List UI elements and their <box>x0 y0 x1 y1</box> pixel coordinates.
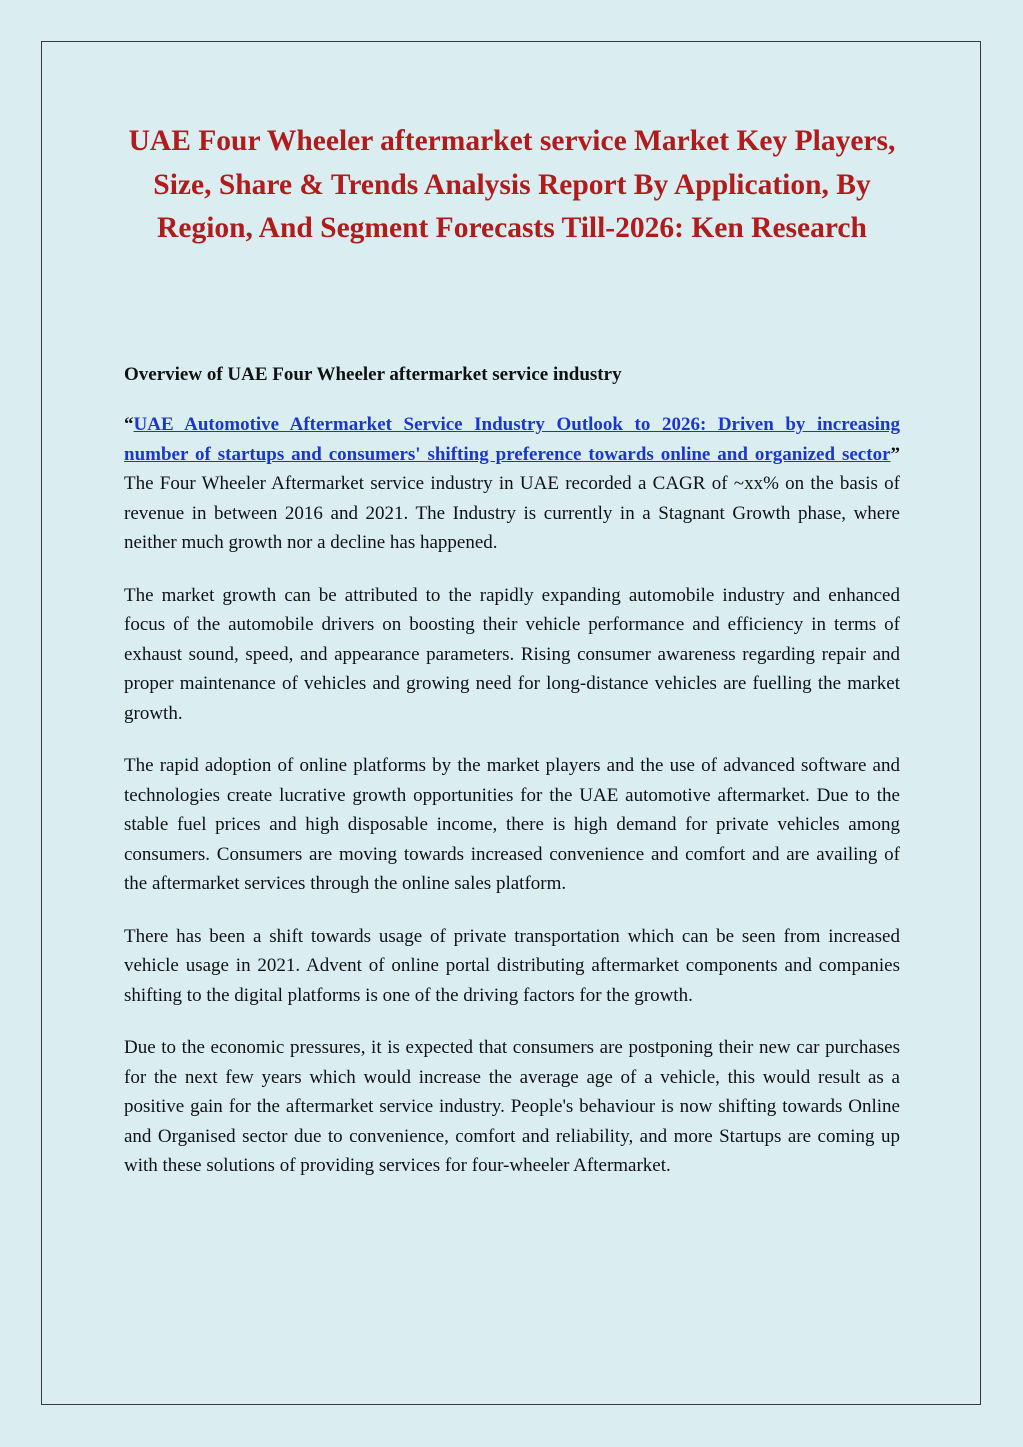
paragraph-market-growth: The market growth can be attributed to the rapidly expanding automobile industry and enhanced focus of the automobile drivers on boosting their vehicle performance and efficiency in terms of exhaust sound, speed, and appearance parameters. Rising consumer awareness regarding repair and proper maintenance of vehicles and growing need for long-distance vehicles are fuelling the market growth. <box>124 584 900 724</box>
document-title: UAE Four Wheeler aftermarket service Market Key Players, Size, Share & Trends Analysis Report By Application, By Region, And Segment Forecasts Till-2026: Ken Research <box>128 125 896 244</box>
close-quote: ” <box>890 443 900 465</box>
paragraph-online-adoption: The rapid adoption of online platforms by the market players and the use of advanced software and technologies create lucrative growth opportunities for the UAE automotive aftermarket. Due to the stable fuel prices and high disposable income, there is high demand for private vehicles among consumers. Consumers are moving towards increased convenience and comfort and are availing of the aftermarket services through the online sales platform. <box>124 755 900 894</box>
report-link[interactable]: UAE Automotive Aftermarket Service Industry Outlook to 2026: Driven by increasing number of startups and consumers' shifting preference towards online and organized sector <box>124 414 900 465</box>
paragraph-private-transport: There has been a shift towards usage of private transportation which can be seen from increased vehicle usage in 2021. Advent of online portal distributing aftermarket components and companies shifting to the digital platforms is one of the driving factors for the growth. <box>124 925 900 1006</box>
open-quote: “ <box>124 414 134 435</box>
paragraph-economic-pressures: Due to the economic pressures, it is expected that consumers are postponing their new car purchases for the next few years which would increase the average age of a vehicle, this would result as a positive gain for the aftermarket service industry. People's behaviour is now shifting towards Online and Organised sector due to convenience, comfort and reliability, and more Startups are coming up with these solutions of providing services for four-wheeler Aftermarket. <box>124 1037 900 1176</box>
document-body <box>124 360 900 1204</box>
intro-body-text: The Four Wheeler Aftermarket service industry in UAE recorded a CAGR of ~xx% on the basis of revenue in between 2016 and 2021. The Industry is currently in a Stagnant Growth phase, where neither much growth nor a decline has happened. <box>124 473 900 553</box>
intro-paragraph <box>124 410 900 558</box>
section-heading: Overview of UAE Four Wheeler aftermarket service industry <box>124 364 622 385</box>
